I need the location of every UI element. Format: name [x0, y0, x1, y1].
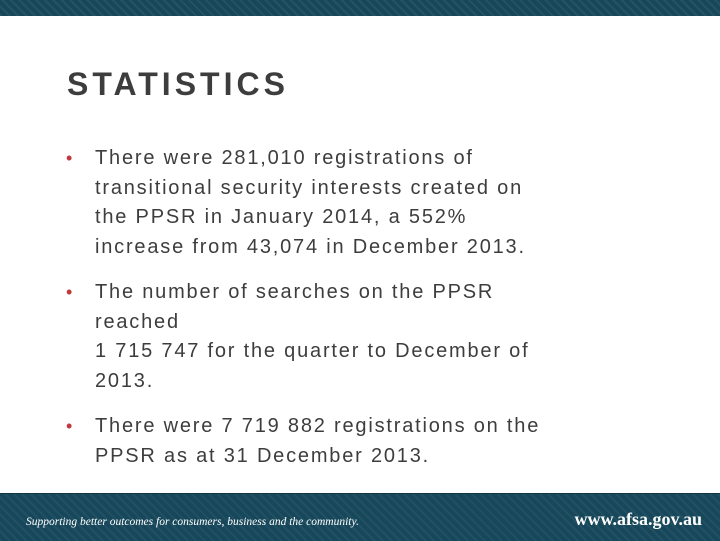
bullet-dot-icon: • — [66, 148, 75, 168]
bullet-text: There were 281,010 registrations of transitional security interests created on the PPSR in January 2014, a 552% increase from 43,074 in December 2013. — [95, 147, 526, 258]
footer-tagline: Supporting better outcomes for consumers, business and the community. — [26, 516, 359, 528]
bullet-item — [66, 412, 666, 471]
footer-band — [0, 493, 720, 541]
bullet-item — [66, 278, 666, 396]
bullet-item — [66, 144, 666, 262]
top-decorative-band — [0, 0, 720, 16]
bullet-list — [66, 144, 666, 487]
slide-title: STATISTICS — [67, 66, 289, 102]
footer-url-link[interactable]: www.afsa.gov.au — [574, 509, 702, 529]
bullet-dot-icon: • — [66, 282, 75, 302]
bullet-text: There were 7 719 882 registrations on the PPSR as at 31 December 2013. — [95, 415, 541, 467]
bullet-text: The number of searches on the PPSR reached 1 715 747 for the quarter to December of 2013. — [95, 281, 530, 392]
bullet-dot-icon: • — [66, 416, 75, 436]
